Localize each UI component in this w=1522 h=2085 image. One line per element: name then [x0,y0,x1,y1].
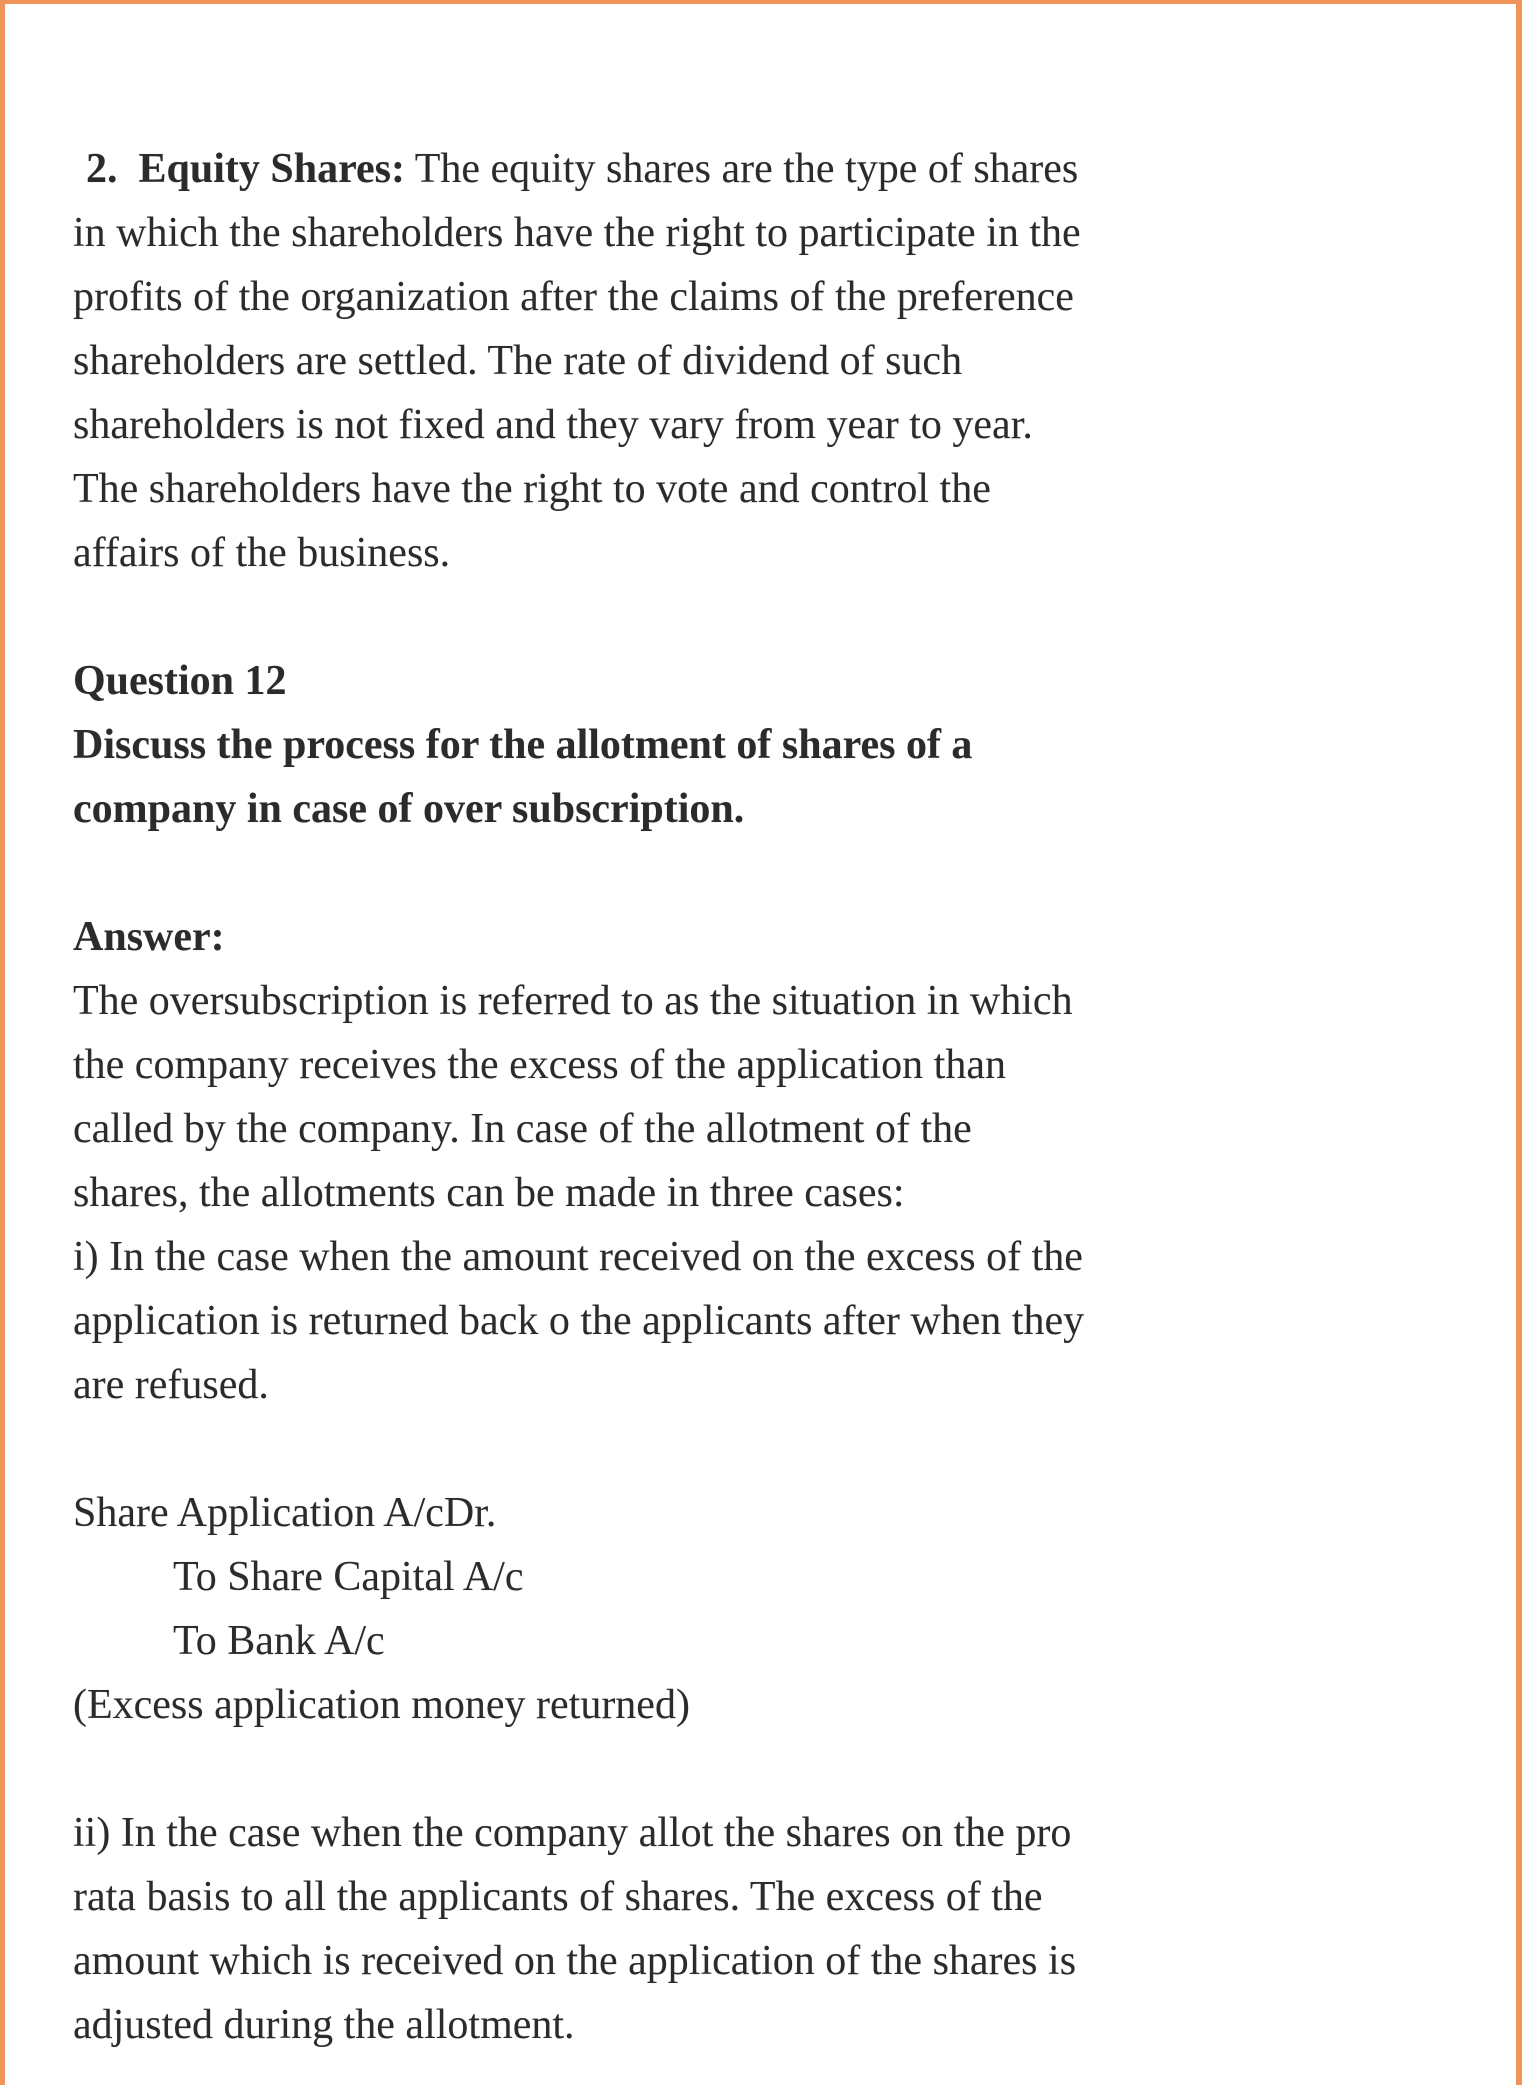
paragraph-line: profits of the organization after the claims of the preference [73,274,1074,320]
journal-narration: (Excess application money returned) [73,1682,690,1728]
spacer [73,585,1493,649]
question-heading: Question 12 [73,658,287,704]
answer-intro-line: called by the company. In case of the allotment of the [73,1106,972,1152]
case-ii-line: amount which is received on the application of the shares is [73,1938,1077,1984]
document-page [73,137,1493,2057]
spacer [73,1737,1493,1801]
journal-debit-line: Share Application A/cDr. [73,1490,497,1536]
paragraph-text: The equity shares are the type of shares [404,146,1079,192]
answer-section [73,905,1493,2057]
case-ii-line: ii) In the case when the company allot the shares on the pro [73,1810,1072,1856]
answer-intro-line: the company receives the excess of the application than [73,1042,1006,1088]
paragraph-line: The shareholders have the right to vote and control the [73,466,991,512]
equity-shares-section [73,137,1493,585]
paragraph-line: in which the shareholders have the right to participate in the [73,210,1081,256]
answer-heading: Answer: [73,914,225,960]
term-heading: Equity Shares: [138,146,405,192]
case-ii-line: adjusted during the allotment. [73,2002,575,2048]
list-number: 2. [86,146,118,192]
question-text-line: company in case of over subscription. [73,786,745,832]
case-ii-line: rata basis to all the applicants of shares. The excess of the [73,1874,1043,1920]
question-section [73,649,1493,841]
case-i-line: application is returned back o the applicants after when they [73,1298,1085,1344]
page-border-top [0,0,1522,4]
question-text-line: Discuss the process for the allotment of shares of a [73,722,973,768]
page-border-right [1516,0,1522,2085]
answer-intro-line: shares, the allotments can be made in three cases: [73,1170,905,1216]
paragraph-line: shareholders are settled. The rate of dividend of such [73,338,963,384]
answer-intro-line: The oversubscription is referred to as the situation in which [73,978,1073,1024]
paragraph-line: affairs of the business. [73,530,451,576]
journal-credit-line: To Bank A/c [173,1618,385,1664]
journal-entry [73,1481,1493,1737]
equity-shares-first-line [73,137,1493,201]
paragraph-line: shareholders is not fixed and they vary from year to year. [73,402,1033,448]
page-border-left [0,0,5,2085]
spacer [73,1417,1493,1481]
spacer [73,841,1493,905]
journal-credit-line: To Share Capital A/c [173,1554,524,1600]
case-i-line: are refused. [73,1362,269,1408]
case-i-line: i) In the case when the amount received on the excess of the [73,1234,1083,1280]
